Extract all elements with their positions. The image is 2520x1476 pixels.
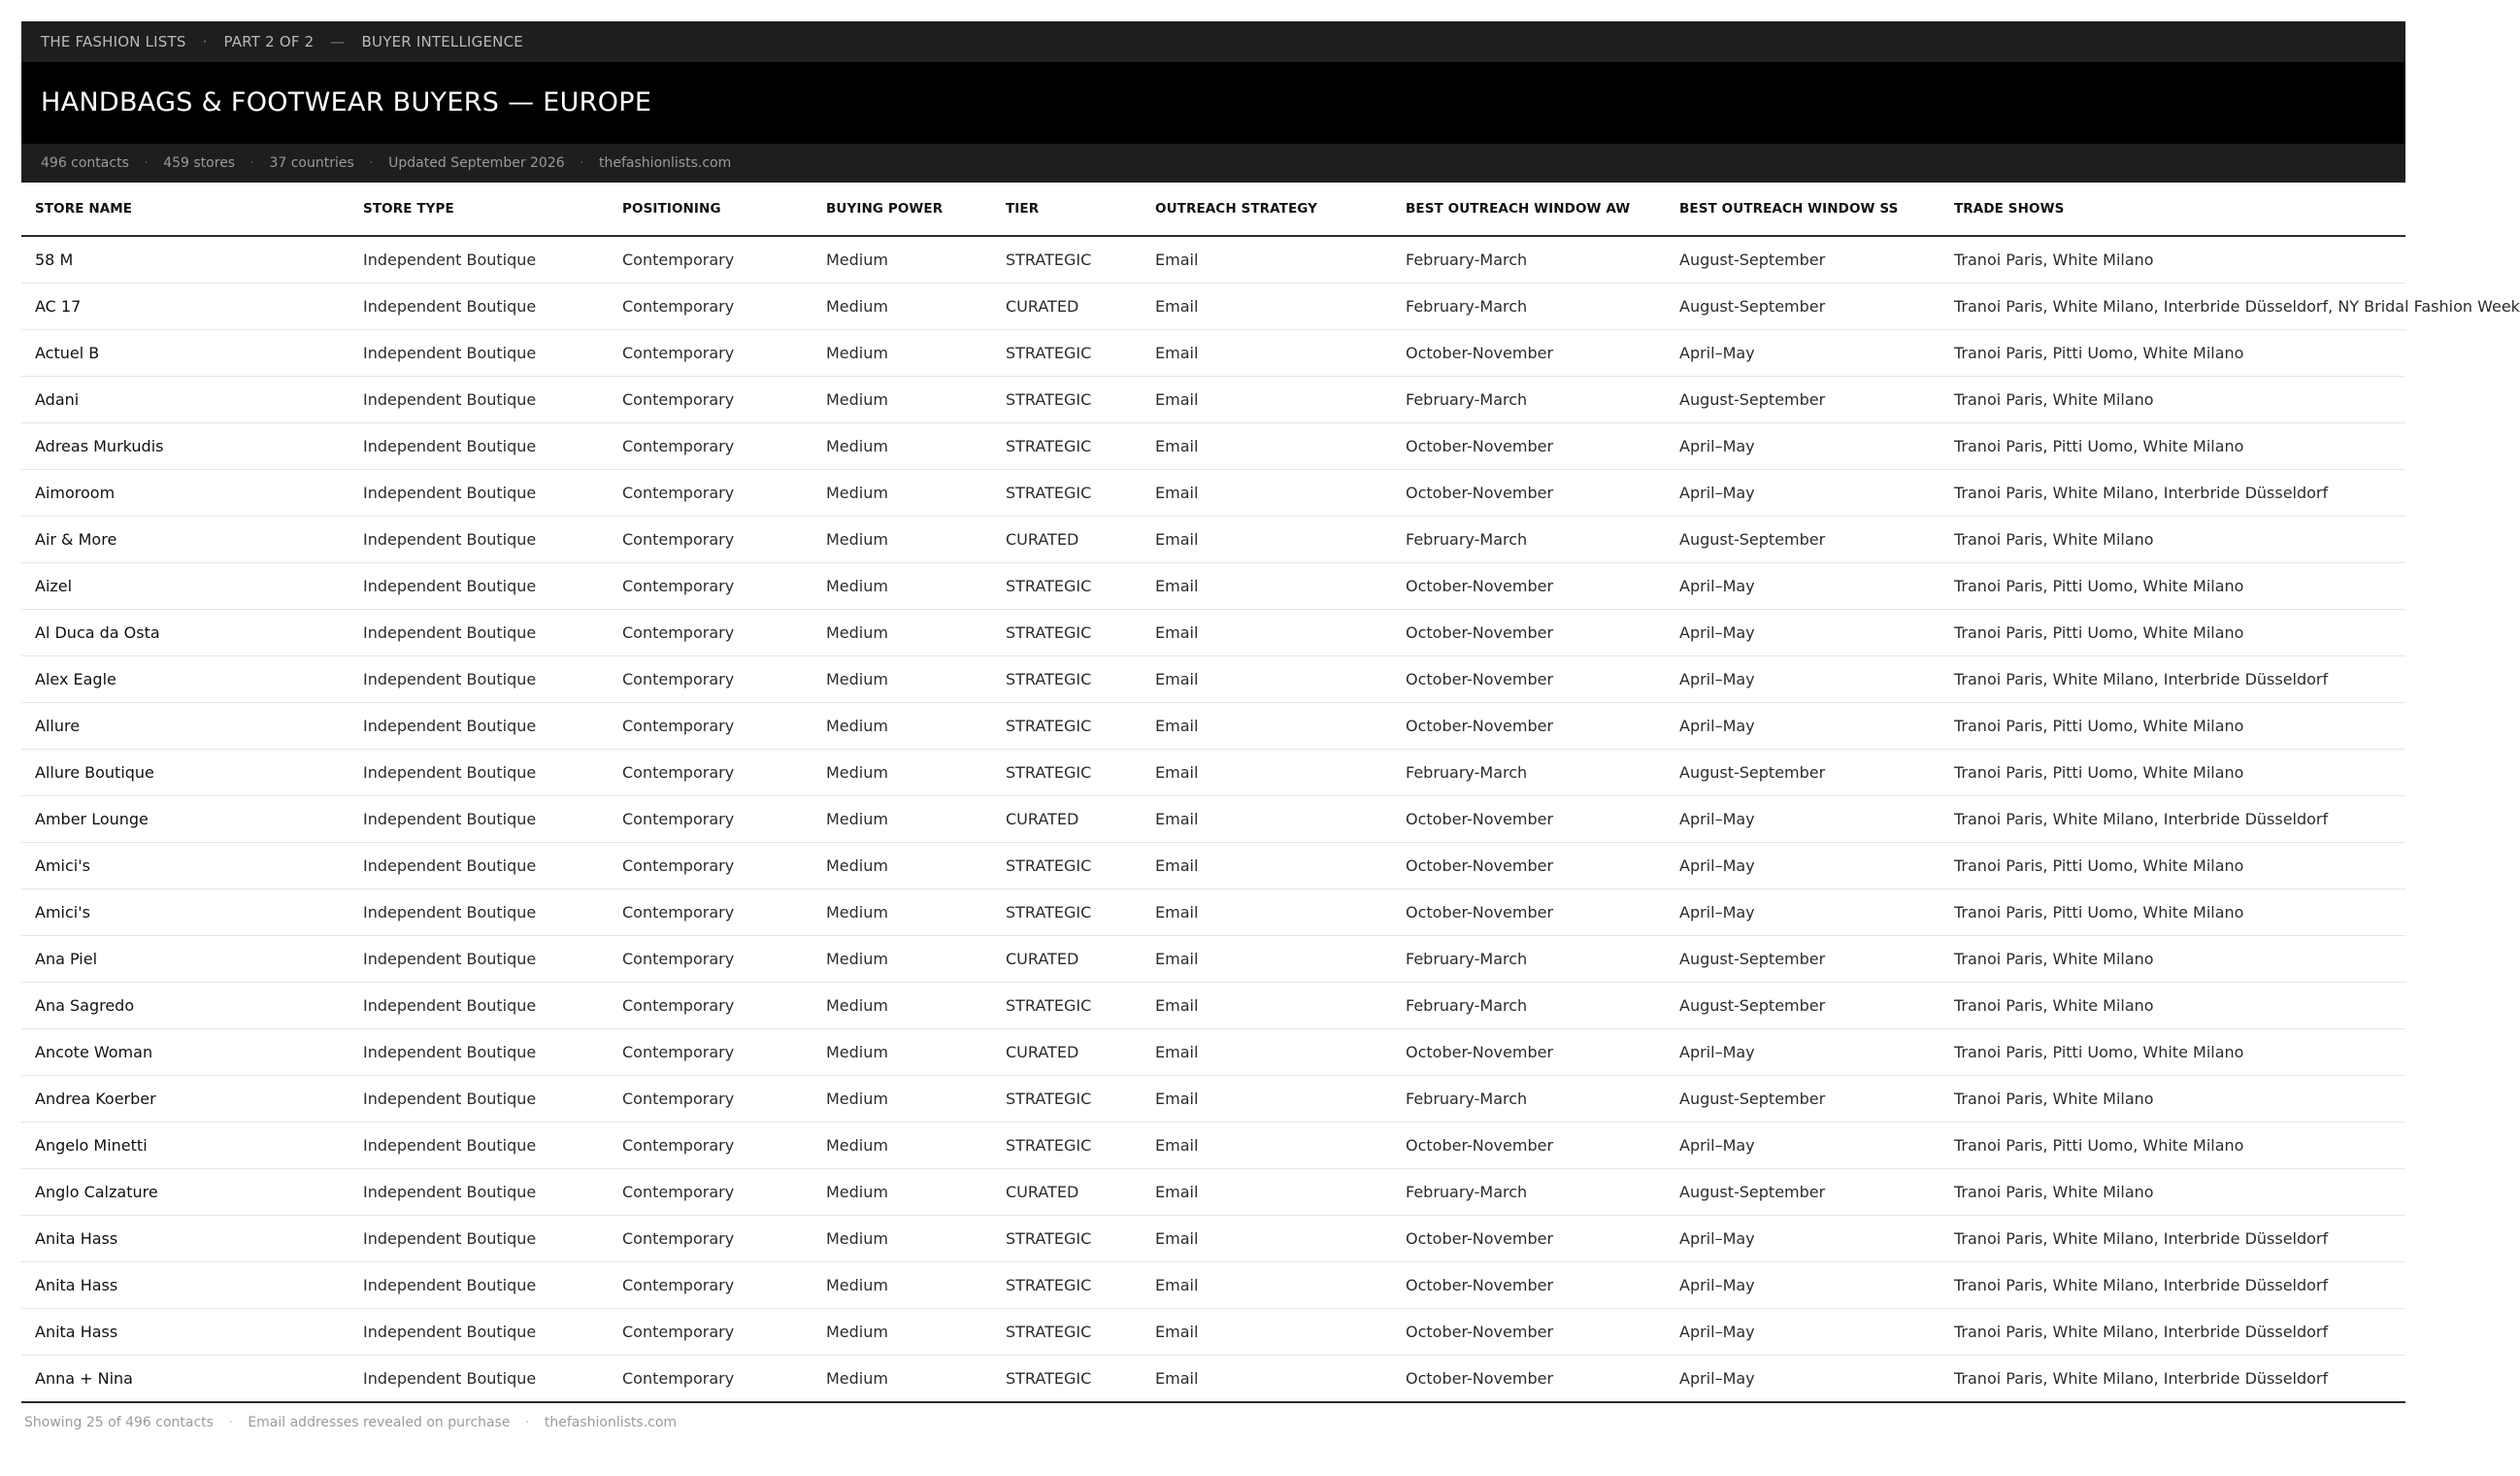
positioning-cell: Contemporary <box>609 796 812 843</box>
outreach-window-ss-cell: April–May <box>1666 796 1940 843</box>
positioning-cell: Contemporary <box>609 1356 812 1403</box>
outreach-strategy-cell: Email <box>1142 284 1392 330</box>
positioning-cell: Contemporary <box>609 936 812 983</box>
outreach-window-aw-cell: October-November <box>1392 610 1666 656</box>
store-type-cell: Independent Boutique <box>349 796 609 843</box>
table-row <box>21 656 2405 703</box>
table-row <box>21 1123 2405 1169</box>
table-row <box>21 284 2405 330</box>
outreach-strategy-cell: Email <box>1142 1076 1392 1123</box>
positioning-cell: Contemporary <box>609 1262 812 1309</box>
footer <box>21 1415 2405 1430</box>
separator: · <box>369 155 374 171</box>
positioning-cell: Contemporary <box>609 517 812 563</box>
store-type-cell: Independent Boutique <box>349 470 609 517</box>
outreach-strategy-cell: Email <box>1142 703 1392 750</box>
buying-power-cell: Medium <box>812 843 992 889</box>
store-name-cell: Actuel B <box>21 330 349 377</box>
table-row <box>21 703 2405 750</box>
tier-cell: STRATEGIC <box>992 330 1142 377</box>
trade-shows-cell: Tranoi Paris, White Milano <box>1940 517 2405 563</box>
tier-cell: STRATEGIC <box>992 236 1142 284</box>
table-row <box>21 1076 2405 1123</box>
outreach-strategy-cell: Email <box>1142 1029 1392 1076</box>
separator: · <box>144 155 149 171</box>
store-type-cell: Independent Boutique <box>349 1356 609 1403</box>
outreach-window-aw-cell: February-March <box>1392 236 1666 284</box>
store-type-cell: Independent Boutique <box>349 936 609 983</box>
outreach-strategy-cell: Email <box>1142 1123 1392 1169</box>
buyers-table <box>21 183 2520 1403</box>
positioning-cell: Contemporary <box>609 610 812 656</box>
trade-shows-cell: Tranoi Paris, White Milano, Interbride Düsseldorf <box>1940 1309 2405 1356</box>
store-type-cell: Independent Boutique <box>349 750 609 796</box>
positioning-cell: Contemporary <box>609 284 812 330</box>
store-name-cell: Anita Hass <box>21 1262 349 1309</box>
tier-cell: STRATEGIC <box>992 983 1142 1029</box>
positioning-cell: Contemporary <box>609 750 812 796</box>
updated-date: Updated September 2026 <box>388 155 565 171</box>
trade-shows-cell: Tranoi Paris, Pitti Uomo, White Milano <box>1940 423 2405 470</box>
outreach-window-ss-cell: April–May <box>1666 1262 1940 1309</box>
outreach-window-aw-cell: October-November <box>1392 703 1666 750</box>
store-type-cell: Independent Boutique <box>349 330 609 377</box>
outreach-window-aw-cell: February-March <box>1392 750 1666 796</box>
table-row <box>21 796 2405 843</box>
table-row <box>21 423 2405 470</box>
outreach-strategy-cell: Email <box>1142 1216 1392 1262</box>
outreach-window-aw-cell: October-November <box>1392 470 1666 517</box>
store-type-cell: Independent Boutique <box>349 610 609 656</box>
positioning-cell: Contemporary <box>609 470 812 517</box>
outreach-window-ss-cell: April–May <box>1666 330 1940 377</box>
outreach-window-aw-cell: February-March <box>1392 983 1666 1029</box>
store-name-cell: Allure Boutique <box>21 750 349 796</box>
outreach-strategy-cell: Email <box>1142 517 1392 563</box>
tier-cell: CURATED <box>992 1169 1142 1216</box>
store-type-cell: Independent Boutique <box>349 656 609 703</box>
outreach-window-aw-cell: October-November <box>1392 1123 1666 1169</box>
outreach-window-aw-cell: October-November <box>1392 330 1666 377</box>
table-row <box>21 936 2405 983</box>
outreach-window-ss-cell: August-September <box>1666 236 1940 284</box>
outreach-window-ss-cell: August-September <box>1666 936 1940 983</box>
outreach-strategy-cell: Email <box>1142 936 1392 983</box>
column-header-store-type: STORE TYPE <box>349 183 609 236</box>
store-name-cell: Angelo Minetti <box>21 1123 349 1169</box>
outreach-window-aw-cell: February-March <box>1392 1169 1666 1216</box>
column-header-outreach-window-ss: BEST OUTREACH WINDOW SS <box>1666 183 1940 236</box>
outreach-strategy-cell: Email <box>1142 983 1392 1029</box>
tier-cell: STRATEGIC <box>992 1216 1142 1262</box>
tier-cell: CURATED <box>992 284 1142 330</box>
tier-cell: STRATEGIC <box>992 703 1142 750</box>
positioning-cell: Contemporary <box>609 703 812 750</box>
buying-power-cell: Medium <box>812 750 992 796</box>
page <box>21 21 2520 1430</box>
store-name-cell: Amber Lounge <box>21 796 349 843</box>
outreach-window-ss-cell: April–May <box>1666 1356 1940 1403</box>
tier-cell: STRATEGIC <box>992 656 1142 703</box>
buying-power-cell: Medium <box>812 1029 992 1076</box>
store-type-cell: Independent Boutique <box>349 423 609 470</box>
store-type-cell: Independent Boutique <box>349 1123 609 1169</box>
purchase-note: Email addresses revealed on purchase <box>248 1415 511 1430</box>
buying-power-cell: Medium <box>812 1356 992 1403</box>
outreach-window-ss-cell: April–May <box>1666 423 1940 470</box>
separator: · <box>580 155 584 171</box>
outreach-strategy-cell: Email <box>1142 796 1392 843</box>
positioning-cell: Contemporary <box>609 1029 812 1076</box>
table-row <box>21 610 2405 656</box>
trade-shows-cell: Tranoi Paris, Pitti Uomo, White Milano <box>1940 889 2405 936</box>
store-name-cell: Adreas Murkudis <box>21 423 349 470</box>
outreach-window-ss-cell: August-September <box>1666 517 1940 563</box>
table-row <box>21 983 2405 1029</box>
buying-power-cell: Medium <box>812 610 992 656</box>
buying-power-cell: Medium <box>812 236 992 284</box>
buying-power-cell: Medium <box>812 1123 992 1169</box>
trade-shows-cell: Tranoi Paris, Pitti Uomo, White Milano <box>1940 843 2405 889</box>
store-type-cell: Independent Boutique <box>349 889 609 936</box>
separator: · <box>249 155 255 171</box>
store-type-cell: Independent Boutique <box>349 563 609 610</box>
store-type-cell: Independent Boutique <box>349 1169 609 1216</box>
table-row <box>21 1169 2405 1216</box>
tier-cell: STRATEGIC <box>992 563 1142 610</box>
outreach-strategy-cell: Email <box>1142 610 1392 656</box>
tier-cell: STRATEGIC <box>992 889 1142 936</box>
outreach-window-aw-cell: October-November <box>1392 656 1666 703</box>
trade-shows-cell: Tranoi Paris, White Milano <box>1940 1076 2405 1123</box>
outreach-strategy-cell: Email <box>1142 1262 1392 1309</box>
trade-shows-cell: Tranoi Paris, Pitti Uomo, White Milano <box>1940 1123 2405 1169</box>
buying-power-cell: Medium <box>812 517 992 563</box>
outreach-strategy-cell: Email <box>1142 656 1392 703</box>
buying-power-cell: Medium <box>812 470 992 517</box>
trade-shows-cell: Tranoi Paris, White Milano, Interbride Düsseldorf <box>1940 1262 2405 1309</box>
store-type-cell: Independent Boutique <box>349 377 609 423</box>
store-name-cell: 58 M <box>21 236 349 284</box>
buying-power-cell: Medium <box>812 1309 992 1356</box>
store-name-cell: Adani <box>21 377 349 423</box>
section-label: BUYER INTELLIGENCE <box>361 33 523 50</box>
outreach-strategy-cell: Email <box>1142 330 1392 377</box>
tier-cell: STRATEGIC <box>992 377 1142 423</box>
store-type-cell: Independent Boutique <box>349 1309 609 1356</box>
store-type-cell: Independent Boutique <box>349 1216 609 1262</box>
part-label: PART 2 OF 2 <box>223 33 315 50</box>
outreach-window-aw-cell: October-November <box>1392 843 1666 889</box>
buying-power-cell: Medium <box>812 889 992 936</box>
outreach-strategy-cell: Email <box>1142 1356 1392 1403</box>
buying-power-cell: Medium <box>812 377 992 423</box>
table-row <box>21 889 2405 936</box>
column-header-outreach-window-aw: BEST OUTREACH WINDOW AW <box>1392 183 1666 236</box>
positioning-cell: Contemporary <box>609 889 812 936</box>
positioning-cell: Contemporary <box>609 377 812 423</box>
outreach-strategy-cell: Email <box>1142 470 1392 517</box>
footer-site-link[interactable]: thefashionlists.com <box>544 1415 678 1430</box>
outreach-window-ss-cell: August-September <box>1666 377 1940 423</box>
table-row <box>21 1262 2405 1309</box>
trade-shows-cell: Tranoi Paris, White Milano <box>1940 377 2405 423</box>
tier-cell: STRATEGIC <box>992 1123 1142 1169</box>
store-type-cell: Independent Boutique <box>349 1076 609 1123</box>
store-name-cell: Aizel <box>21 563 349 610</box>
buying-power-cell: Medium <box>812 656 992 703</box>
outreach-window-ss-cell: August-September <box>1666 1169 1940 1216</box>
separator: · <box>524 1415 530 1430</box>
store-name-cell: Anita Hass <box>21 1309 349 1356</box>
store-name-cell: Air & More <box>21 517 349 563</box>
stores-count: 459 stores <box>163 155 236 171</box>
positioning-cell: Contemporary <box>609 1169 812 1216</box>
separator: — <box>330 33 346 50</box>
store-type-cell: Independent Boutique <box>349 1029 609 1076</box>
store-name-cell: AC 17 <box>21 284 349 330</box>
table-row <box>21 470 2405 517</box>
buying-power-cell: Medium <box>812 983 992 1029</box>
store-name-cell: Amici's <box>21 889 349 936</box>
outreach-strategy-cell: Email <box>1142 1169 1392 1216</box>
outreach-window-ss-cell: August-September <box>1666 284 1940 330</box>
column-header-buying-power: BUYING POWER <box>812 183 992 236</box>
positioning-cell: Contemporary <box>609 656 812 703</box>
trade-shows-cell: Tranoi Paris, White Milano, Interbride Düsseldorf <box>1940 1356 2405 1403</box>
outreach-window-ss-cell: April–May <box>1666 656 1940 703</box>
store-name-cell: Amici's <box>21 843 349 889</box>
contacts-count: 496 contacts <box>41 155 129 171</box>
store-name-cell: Anglo Calzature <box>21 1169 349 1216</box>
table-body <box>21 236 2520 1402</box>
top-bar <box>21 21 2405 62</box>
buying-power-cell: Medium <box>812 1169 992 1216</box>
outreach-strategy-cell: Email <box>1142 889 1392 936</box>
store-type-cell: Independent Boutique <box>349 284 609 330</box>
outreach-window-aw-cell: February-March <box>1392 936 1666 983</box>
trade-shows-cell: Tranoi Paris, Pitti Uomo, White Milano <box>1940 610 2405 656</box>
positioning-cell: Contemporary <box>609 1216 812 1262</box>
trade-shows-cell: Tranoi Paris, White Milano <box>1940 1169 2405 1216</box>
table-header-row <box>21 183 2405 236</box>
outreach-window-ss-cell: April–May <box>1666 1309 1940 1356</box>
table-row <box>21 843 2405 889</box>
separator: · <box>228 1415 233 1430</box>
outreach-window-ss-cell: April–May <box>1666 1123 1940 1169</box>
outreach-strategy-cell: Email <box>1142 236 1392 284</box>
outreach-window-ss-cell: April–May <box>1666 1216 1940 1262</box>
positioning-cell: Contemporary <box>609 236 812 284</box>
outreach-window-aw-cell: October-November <box>1392 1356 1666 1403</box>
countries-count: 37 countries <box>269 155 354 171</box>
outreach-window-ss-cell: April–May <box>1666 470 1940 517</box>
showing-count: Showing 25 of 496 contacts <box>24 1415 214 1430</box>
tier-cell: STRATEGIC <box>992 470 1142 517</box>
store-name-cell: Allure <box>21 703 349 750</box>
buying-power-cell: Medium <box>812 796 992 843</box>
outreach-window-ss-cell: April–May <box>1666 1029 1940 1076</box>
outreach-window-aw-cell: February-March <box>1392 284 1666 330</box>
outreach-window-ss-cell: April–May <box>1666 563 1940 610</box>
table-row <box>21 377 2405 423</box>
positioning-cell: Contemporary <box>609 563 812 610</box>
outreach-window-aw-cell: October-November <box>1392 1029 1666 1076</box>
store-name-cell: Ana Sagredo <box>21 983 349 1029</box>
tier-cell: CURATED <box>992 1029 1142 1076</box>
tier-cell: STRATEGIC <box>992 1076 1142 1123</box>
table-row <box>21 1356 2405 1403</box>
trade-shows-cell: Tranoi Paris, Pitti Uomo, White Milano <box>1940 703 2405 750</box>
outreach-window-ss-cell: August-September <box>1666 983 1940 1029</box>
separator: · <box>202 33 208 50</box>
tier-cell: STRATEGIC <box>992 610 1142 656</box>
column-header-store-name: STORE NAME <box>21 183 349 236</box>
outreach-window-aw-cell: October-November <box>1392 796 1666 843</box>
trade-shows-cell: Tranoi Paris, Pitti Uomo, White Milano <box>1940 563 2405 610</box>
outreach-window-aw-cell: October-November <box>1392 1216 1666 1262</box>
tier-cell: STRATEGIC <box>992 1309 1142 1356</box>
site-link[interactable]: thefashionlists.com <box>599 155 732 171</box>
table-row <box>21 1216 2405 1262</box>
positioning-cell: Contemporary <box>609 1076 812 1123</box>
store-type-cell: Independent Boutique <box>349 703 609 750</box>
table-row <box>21 1309 2405 1356</box>
brand-name: THE FASHION LISTS <box>41 33 186 50</box>
trade-shows-cell: Tranoi Paris, White Milano, Interbride Düsseldorf <box>1940 656 2405 703</box>
buying-power-cell: Medium <box>812 1076 992 1123</box>
outreach-strategy-cell: Email <box>1142 843 1392 889</box>
outreach-window-aw-cell: October-November <box>1392 423 1666 470</box>
positioning-cell: Contemporary <box>609 1123 812 1169</box>
outreach-strategy-cell: Email <box>1142 423 1392 470</box>
store-type-cell: Independent Boutique <box>349 517 609 563</box>
store-name-cell: Ancote Woman <box>21 1029 349 1076</box>
trade-shows-cell: Tranoi Paris, White Milano <box>1940 236 2405 284</box>
table-row <box>21 563 2405 610</box>
outreach-window-aw-cell: October-November <box>1392 889 1666 936</box>
trade-shows-cell: Tranoi Paris, White Milano, Interbride Düsseldorf <box>1940 1216 2405 1262</box>
trade-shows-cell: Tranoi Paris, White Milano, Interbride Düsseldorf, NY Bridal Fashion Week <box>1940 284 2405 330</box>
page-title: HANDBAGS & FOOTWEAR BUYERS — EUROPE <box>41 87 652 117</box>
buying-power-cell: Medium <box>812 1262 992 1309</box>
outreach-window-aw-cell: October-November <box>1392 1309 1666 1356</box>
outreach-window-ss-cell: August-September <box>1666 1076 1940 1123</box>
tier-cell: STRATEGIC <box>992 1356 1142 1403</box>
store-name-cell: Alex Eagle <box>21 656 349 703</box>
positioning-cell: Contemporary <box>609 423 812 470</box>
buying-power-cell: Medium <box>812 423 992 470</box>
trade-shows-cell: Tranoi Paris, White Milano, Interbride Düsseldorf <box>1940 470 2405 517</box>
outreach-strategy-cell: Email <box>1142 1309 1392 1356</box>
outreach-window-aw-cell: February-March <box>1392 517 1666 563</box>
tier-cell: STRATEGIC <box>992 1262 1142 1309</box>
outreach-window-ss-cell: April–May <box>1666 610 1940 656</box>
trade-shows-cell: Tranoi Paris, White Milano <box>1940 983 2405 1029</box>
tier-cell: STRATEGIC <box>992 843 1142 889</box>
store-name-cell: Anita Hass <box>21 1216 349 1262</box>
column-header-positioning: POSITIONING <box>609 183 812 236</box>
buying-power-cell: Medium <box>812 284 992 330</box>
store-type-cell: Independent Boutique <box>349 236 609 284</box>
table-row <box>21 750 2405 796</box>
outreach-window-ss-cell: April–May <box>1666 843 1940 889</box>
store-type-cell: Independent Boutique <box>349 983 609 1029</box>
table-row <box>21 330 2405 377</box>
trade-shows-cell: Tranoi Paris, Pitti Uomo, White Milano <box>1940 330 2405 377</box>
meta-bar <box>21 144 2405 183</box>
table-row <box>21 1029 2405 1076</box>
trade-shows-cell: Tranoi Paris, Pitti Uomo, White Milano <box>1940 1029 2405 1076</box>
tier-cell: CURATED <box>992 796 1142 843</box>
store-name-cell: Aimoroom <box>21 470 349 517</box>
outreach-window-aw-cell: February-March <box>1392 1076 1666 1123</box>
table-row <box>21 517 2405 563</box>
outreach-window-ss-cell: August-September <box>1666 750 1940 796</box>
positioning-cell: Contemporary <box>609 1309 812 1356</box>
outreach-strategy-cell: Email <box>1142 377 1392 423</box>
store-type-cell: Independent Boutique <box>349 843 609 889</box>
positioning-cell: Contemporary <box>609 330 812 377</box>
tier-cell: CURATED <box>992 517 1142 563</box>
trade-shows-cell: Tranoi Paris, Pitti Uomo, White Milano <box>1940 750 2405 796</box>
outreach-window-ss-cell: April–May <box>1666 889 1940 936</box>
positioning-cell: Contemporary <box>609 983 812 1029</box>
store-name-cell: Al Duca da Osta <box>21 610 349 656</box>
column-header-outreach-strategy: OUTREACH STRATEGY <box>1142 183 1392 236</box>
tier-cell: STRATEGIC <box>992 423 1142 470</box>
outreach-strategy-cell: Email <box>1142 750 1392 796</box>
outreach-strategy-cell: Email <box>1142 563 1392 610</box>
buying-power-cell: Medium <box>812 703 992 750</box>
store-name-cell: Andrea Koerber <box>21 1076 349 1123</box>
tier-cell: CURATED <box>992 936 1142 983</box>
tier-cell: STRATEGIC <box>992 750 1142 796</box>
trade-shows-cell: Tranoi Paris, White Milano <box>1940 936 2405 983</box>
store-type-cell: Independent Boutique <box>349 1262 609 1309</box>
outreach-window-aw-cell: February-March <box>1392 377 1666 423</box>
outreach-window-aw-cell: October-November <box>1392 1262 1666 1309</box>
table-row <box>21 236 2405 284</box>
outreach-window-aw-cell: October-November <box>1392 563 1666 610</box>
buying-power-cell: Medium <box>812 936 992 983</box>
buying-power-cell: Medium <box>812 563 992 610</box>
store-name-cell: Ana Piel <box>21 936 349 983</box>
column-header-trade-shows: TRADE SHOWS <box>1940 183 2405 236</box>
trade-shows-cell: Tranoi Paris, White Milano, Interbride Düsseldorf <box>1940 796 2405 843</box>
title-bar <box>21 62 2405 144</box>
column-header-tier: TIER <box>992 183 1142 236</box>
buying-power-cell: Medium <box>812 330 992 377</box>
buying-power-cell: Medium <box>812 1216 992 1262</box>
positioning-cell: Contemporary <box>609 843 812 889</box>
outreach-window-ss-cell: April–May <box>1666 703 1940 750</box>
store-name-cell: Anna + Nina <box>21 1356 349 1403</box>
